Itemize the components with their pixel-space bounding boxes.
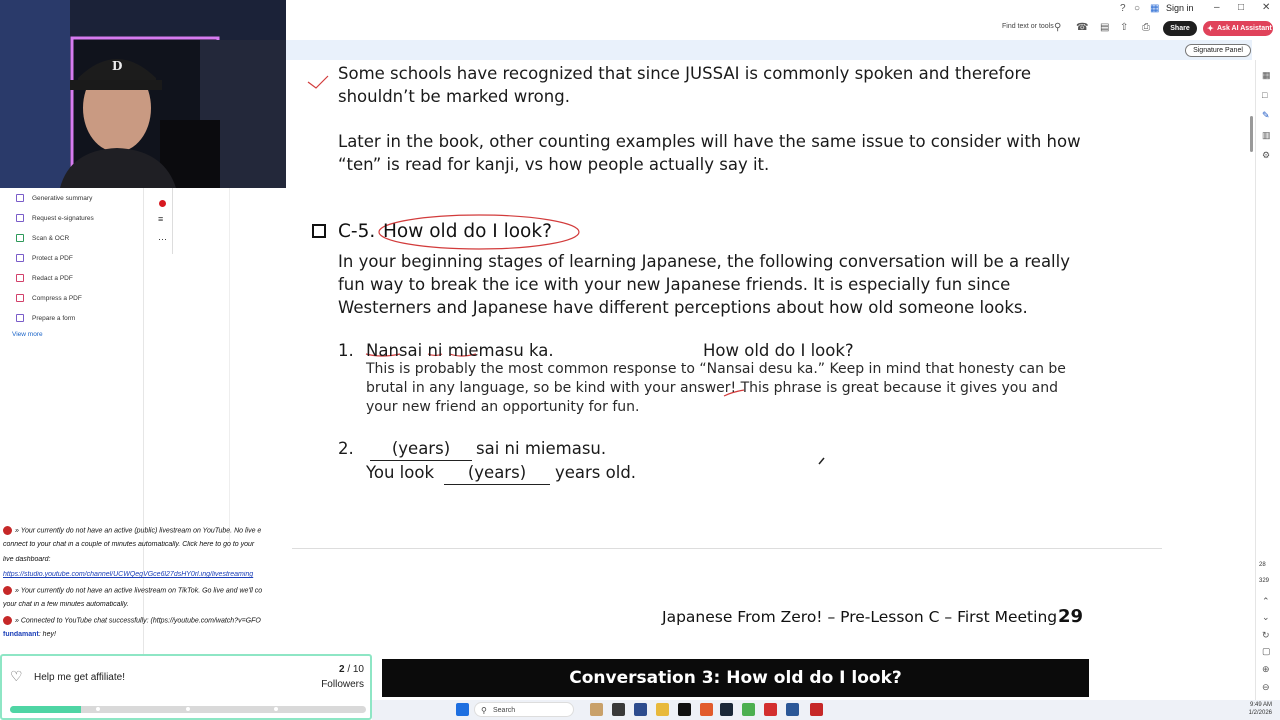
form-icon	[16, 314, 24, 322]
total-pages: 329	[1259, 578, 1270, 584]
refresh-icon[interactable]: ↻	[1262, 630, 1270, 640]
red-checkmark	[308, 76, 328, 88]
item-english: You look	[366, 463, 435, 482]
signature-icon	[16, 214, 24, 222]
bot-badge-icon	[3, 586, 12, 595]
document-header-strip	[286, 40, 1252, 60]
item-description: brutal in any language, so be kind with your answer! This phrase is great because it gives you and	[366, 380, 1058, 396]
chat-message: live dashboard:	[3, 556, 51, 563]
item-japanese: Nansai ni miemasu ka.	[366, 341, 554, 360]
ai-button-label: Ask AI Assistant	[1217, 25, 1272, 32]
tool-label: Request e-signatures	[32, 214, 94, 222]
organize-icon[interactable]: ▥	[1262, 130, 1271, 140]
menu-icon[interactable]: ≡	[158, 214, 164, 224]
progress-tick	[274, 707, 278, 711]
zoom-in-icon[interactable]: ⊕	[1262, 664, 1270, 674]
item-description: This is probably the most common response to “Nansai desu ka.” Keep in mind that honesty can be	[366, 361, 1066, 377]
intro-line: In your beginning stages of learning Japanese, the following conversation will be a really	[338, 252, 1070, 271]
intro-line: Westerners and Japanese have different perceptions about how old someone looks.	[338, 298, 1028, 317]
windows-taskbar	[372, 700, 1280, 720]
affiliate-goal-widget	[0, 654, 372, 720]
title-bar	[286, 0, 1280, 18]
intro-line: fun way to break the ice with your new Japanese friends. It is especially fun since	[338, 275, 1011, 294]
page-number: 29	[1058, 606, 1084, 627]
tool-label: Redact a PDF	[32, 274, 73, 282]
webcam-image	[0, 0, 286, 188]
heart-hands-icon: ♡	[10, 668, 23, 684]
pdf-document	[292, 60, 1250, 700]
page-up-icon[interactable]: ⌃	[1262, 596, 1270, 606]
tool-label: Compress a PDF	[32, 294, 82, 302]
bot-badge-icon	[3, 526, 12, 535]
section-number: C-5.	[338, 221, 376, 242]
blank-years: (years)	[444, 461, 550, 485]
item-number: 1.	[338, 341, 354, 360]
tool-compress-pdf[interactable]	[16, 294, 82, 302]
fit-page-icon[interactable]: ▢	[1262, 646, 1271, 656]
taskbar-search[interactable]	[474, 702, 574, 717]
clock-date: 1/2/2026	[1248, 710, 1272, 716]
chat-message	[3, 526, 291, 535]
chat-message: your chat in a few minutes automatically.	[3, 601, 129, 608]
read-aloud-icon[interactable]: ☎	[1076, 22, 1089, 33]
goal-unit: Followers	[321, 679, 364, 690]
paragraph-line: shouldn’t be marked wrong.	[338, 87, 570, 106]
search-icon: ⚲	[481, 706, 487, 715]
page-footer: Japanese From Zero! – Pre-Lesson C – First Meeting	[662, 608, 1058, 626]
acrobat-icon[interactable]	[810, 703, 823, 716]
tool-label: Scan & OCR	[32, 234, 70, 242]
sign-in-link[interactable]: Sign in	[1166, 3, 1194, 13]
clock-time: 9:49 AM	[1249, 702, 1272, 708]
app-icon[interactable]	[634, 703, 647, 716]
share-button[interactable]: Share	[1163, 21, 1197, 36]
chat-link[interactable]: https://studio.youtube.com/channel/UCWQegVGce6l27dsHY0rl.ing/livestreaming	[3, 571, 254, 578]
goal-current: 2	[338, 664, 345, 675]
apps-grid-icon[interactable]: ▦	[1150, 3, 1160, 14]
page-divider	[292, 548, 1162, 549]
search-label: Search	[493, 707, 516, 714]
help-icon[interactable]: ?	[1120, 3, 1126, 14]
chat-message	[3, 586, 291, 595]
progress-tick	[96, 707, 100, 711]
next-section-title: Conversation 3: How old do I look?	[569, 668, 902, 688]
print-icon[interactable]: ⎙	[1142, 22, 1150, 33]
tool-generative-summary[interactable]	[16, 194, 92, 202]
tool-protect-pdf[interactable]	[16, 254, 73, 262]
item-description: your new friend an opportunity for fun.	[366, 399, 640, 415]
annotation-toolbar	[144, 188, 230, 548]
search-icon[interactable]: ⚲	[1054, 22, 1062, 33]
page-thumbnails-icon[interactable]: ▦	[1262, 70, 1271, 80]
obs-icon[interactable]	[678, 703, 691, 716]
chat-message	[3, 631, 291, 638]
next-section-banner	[382, 659, 1089, 697]
toolbar	[286, 18, 1280, 40]
paragraph-line: Later in the book, other counting examples will have the same issue to consider with how	[338, 132, 1081, 151]
chat-message	[3, 616, 291, 625]
scan-icon	[16, 234, 24, 242]
word-icon[interactable]	[786, 703, 799, 716]
ask-ai-assistant-button[interactable]	[1203, 21, 1273, 36]
goal-total: / 10	[347, 664, 364, 675]
item-number: 2.	[338, 439, 354, 458]
app-icon[interactable]	[764, 703, 777, 716]
item-japanese: sai ni miemasu.	[476, 439, 607, 458]
file-explorer-icon[interactable]	[656, 703, 669, 716]
right-tool-rail	[1255, 60, 1280, 700]
tool-request-esignatures[interactable]	[16, 214, 94, 222]
goal-title: Help me get affiliate!	[34, 672, 125, 683]
svg-text:D: D	[112, 59, 123, 73]
chat-text: » Your currently do not have an active (public) livestream on YouTube. No live e	[15, 527, 262, 535]
system-clock[interactable]	[1249, 701, 1272, 717]
paragraph-line: “ten” is read for kanji, vs how people actually say it.	[338, 155, 770, 174]
edit-icon[interactable]: ✎	[1262, 110, 1270, 120]
page-down-icon[interactable]: ⌄	[1262, 612, 1270, 622]
chrome-icon[interactable]	[742, 703, 755, 716]
paragraph-line: Some schools have recognized that since JUSSAI is commonly spoken and therefore	[338, 64, 1032, 83]
goal-progress-fill	[10, 706, 81, 713]
zoom-out-icon[interactable]: ⊖	[1262, 682, 1270, 692]
stamp-icon[interactable]: ⚙	[1262, 150, 1271, 160]
close-icon[interactable]: ✕	[1262, 2, 1271, 13]
section-title: How old do I look?	[383, 221, 552, 242]
item-english: years old.	[555, 463, 637, 482]
tool-label: Prepare a form	[32, 314, 76, 322]
tool-prepare-form[interactable]	[16, 314, 75, 322]
chat-text: » Connected to YouTube chat successfully: (https://youtube.com/watch?v=GFO	[15, 617, 261, 625]
cursor-mark	[819, 458, 824, 464]
webcam-overlay	[0, 0, 286, 188]
task-view-icon[interactable]	[612, 703, 625, 716]
app-icon[interactable]	[700, 703, 713, 716]
record-icon[interactable]	[159, 200, 166, 207]
redact-icon	[16, 274, 24, 282]
ai-sparkle-icon: ✦	[1207, 24, 1214, 33]
vertical-scrollbar[interactable]	[1250, 116, 1253, 152]
view-more-link[interactable]: View more	[12, 331, 43, 338]
item-english: How old do I look?	[703, 341, 854, 360]
save-icon[interactable]: ▤	[1100, 22, 1110, 33]
more-options-icon[interactable]: ⋯	[158, 234, 167, 244]
chat-overlay	[0, 520, 292, 650]
bot-badge-icon	[3, 616, 12, 625]
steam-icon[interactable]	[720, 703, 733, 716]
signature-panel-button[interactable]: Signature Panel	[1185, 44, 1251, 57]
tool-redact-pdf[interactable]	[16, 274, 73, 282]
chat-text: » Your currently do not have an active livestream on TikTok. Go live and we'll co	[15, 587, 263, 595]
protect-icon	[16, 254, 24, 262]
windows-start-icon[interactable]	[456, 703, 469, 716]
upload-icon[interactable]: ⇧	[1120, 22, 1129, 33]
progress-tick	[186, 707, 190, 711]
section-checkbox	[312, 224, 326, 238]
maximize-icon[interactable]: □	[1238, 2, 1245, 13]
chat-message: connect to your chat in a couple of minutes automatically. Click here to go to your	[3, 541, 255, 548]
compress-icon	[16, 294, 24, 302]
current-page[interactable]: 28	[1259, 562, 1266, 568]
tool-label: Protect a PDF	[32, 254, 73, 262]
tool-scan-ocr[interactable]	[16, 234, 69, 242]
weather-widget-icon[interactable]	[590, 703, 603, 716]
notification-icon[interactable]: ○	[1134, 3, 1141, 14]
goal-count	[339, 664, 364, 675]
chat-username: fundamant	[3, 631, 39, 638]
find-text-tools[interactable]: Find text or tools	[1002, 23, 1054, 30]
summary-icon	[16, 194, 24, 202]
blank-years: (years)	[370, 437, 472, 461]
minimize-icon[interactable]: –	[1214, 2, 1220, 13]
tool-label: Generative summary	[32, 194, 93, 202]
chat-text: : hey!	[38, 631, 56, 638]
comment-icon[interactable]: □	[1262, 90, 1268, 100]
